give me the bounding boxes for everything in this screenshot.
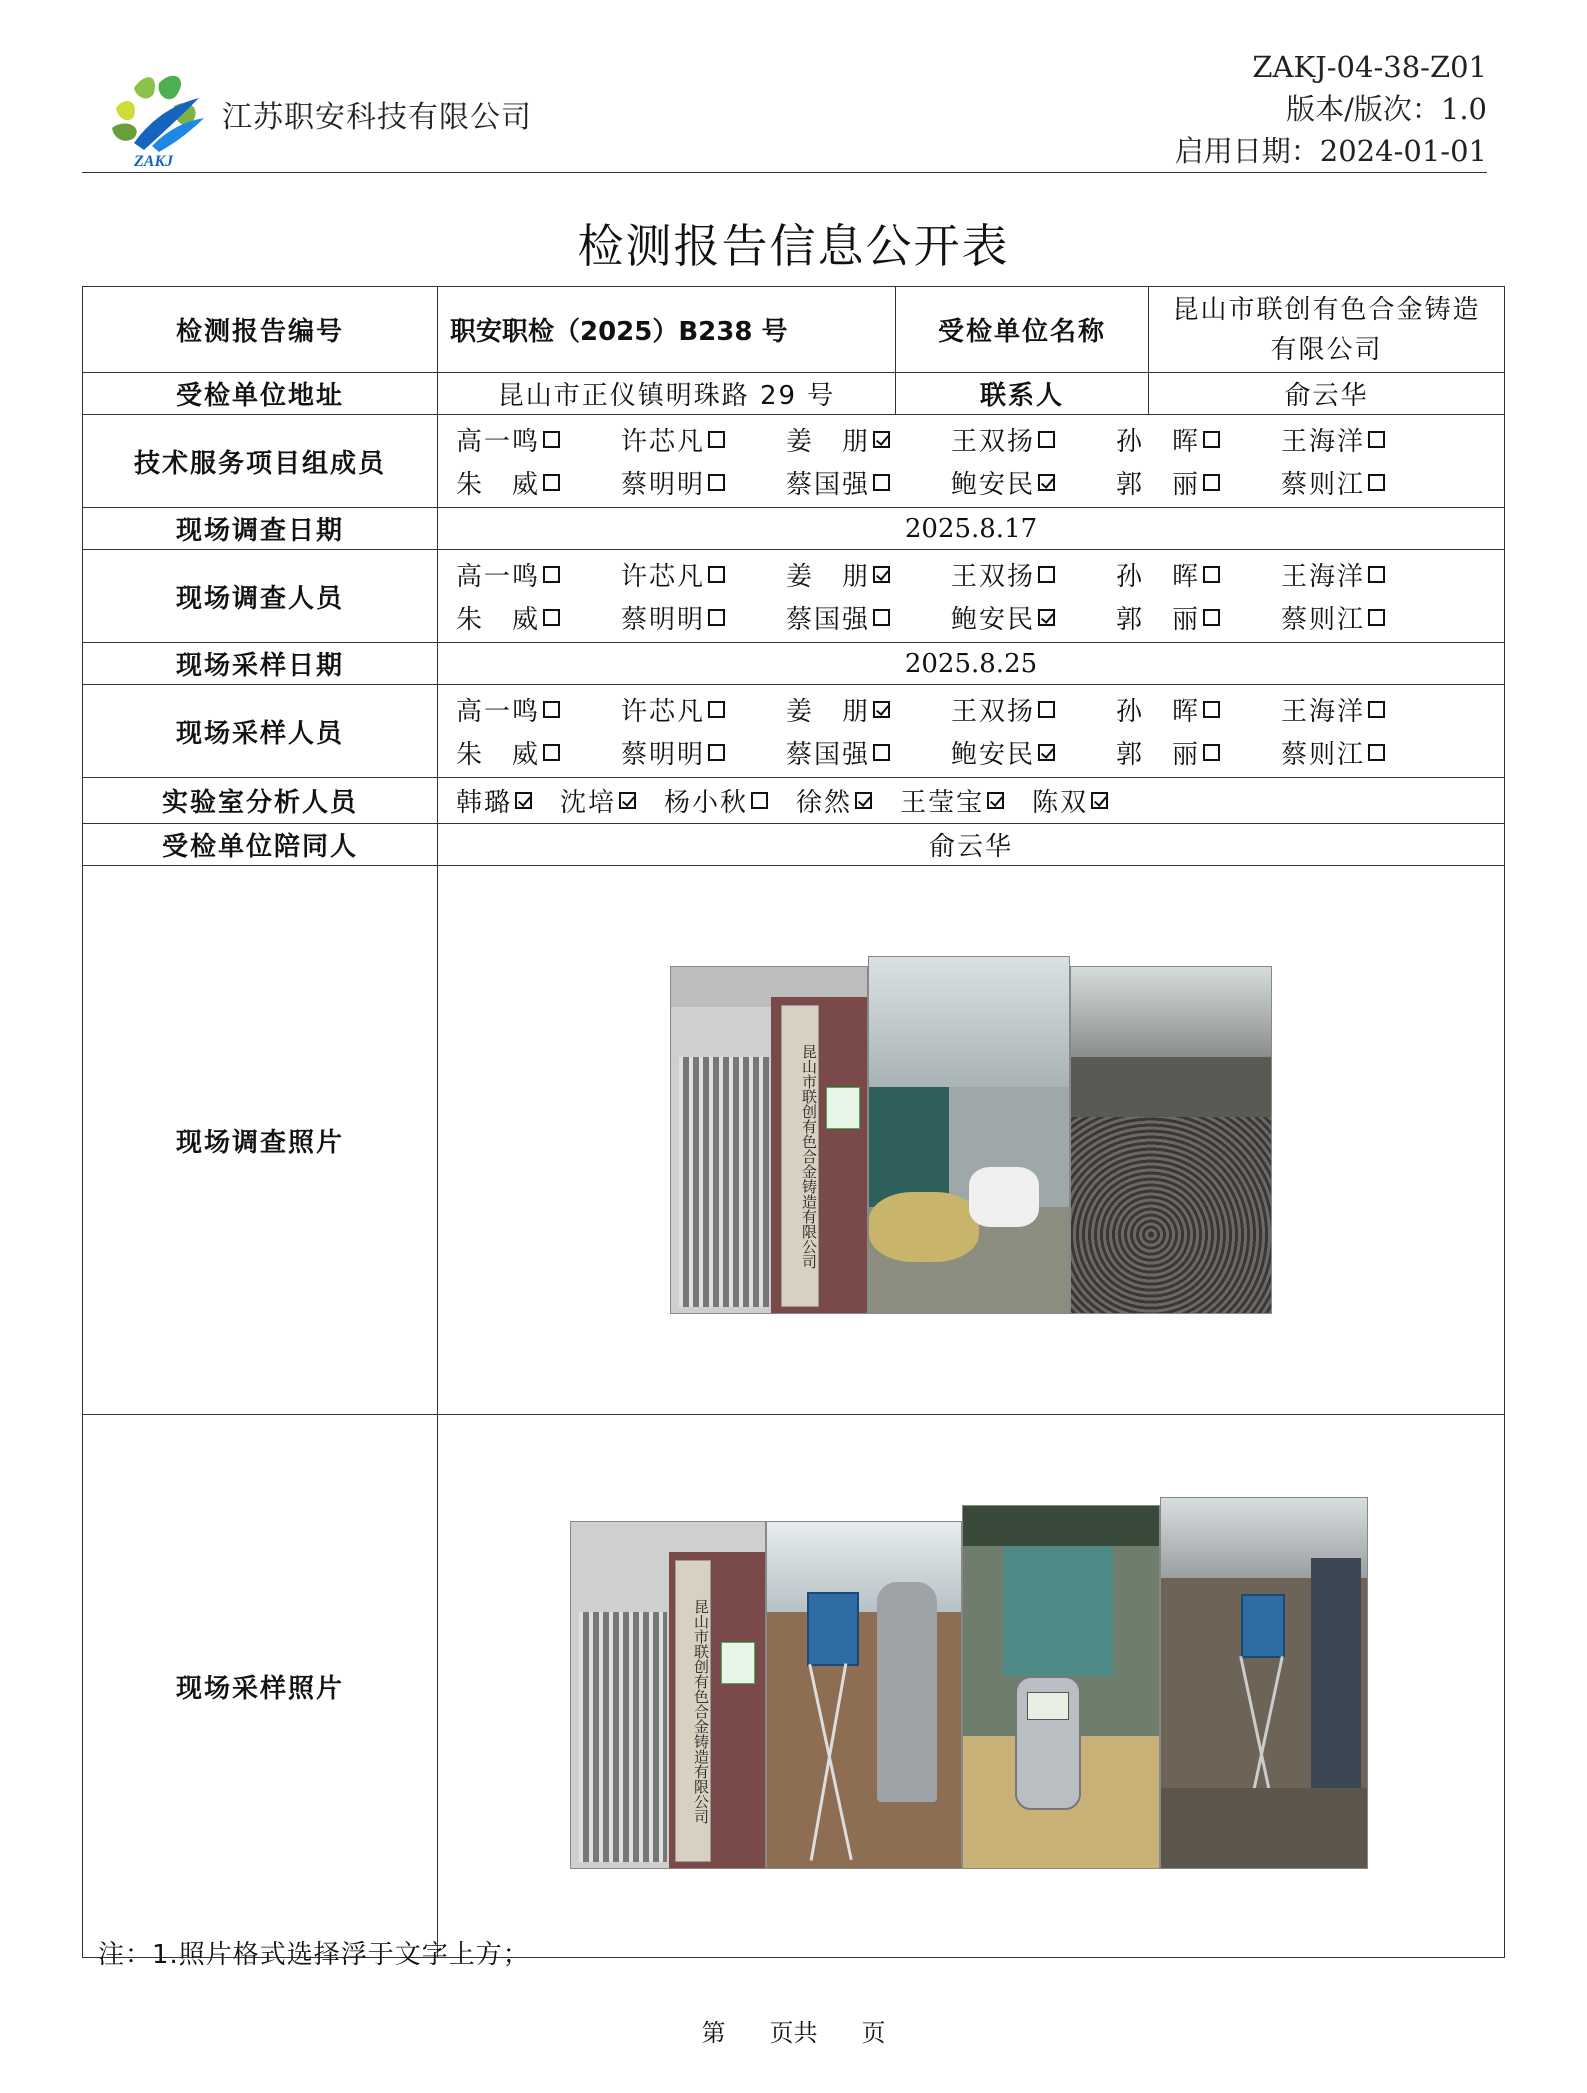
sample-photo-gate <box>570 1521 766 1869</box>
survey-date-label: 现场调查日期 <box>83 508 438 550</box>
unchecked-box-icon <box>1203 566 1220 583</box>
staff-member <box>951 556 1116 593</box>
survey-photo-label: 现场调查照片 <box>83 866 438 1415</box>
checked-box-icon <box>1038 609 1055 626</box>
staff-name: 郭 丽 <box>1116 470 1201 500</box>
staff-member <box>621 599 786 636</box>
unchecked-box-icon <box>708 701 725 718</box>
team-list <box>450 415 1492 507</box>
staff-name: 王双扬 <box>951 697 1036 727</box>
unchecked-box-icon <box>543 474 560 491</box>
unchecked-box-icon <box>1038 431 1055 448</box>
staff-member <box>456 464 621 501</box>
table-row <box>83 1415 1505 1958</box>
unchecked-box-icon <box>1368 701 1385 718</box>
staff-name: 鲍安民 <box>951 605 1036 635</box>
staff-member <box>1281 691 1446 728</box>
staff-name: 郭 丽 <box>1116 605 1201 635</box>
unchecked-box-icon <box>543 566 560 583</box>
staff-name: 蔡明明 <box>621 605 706 635</box>
staff-member <box>664 782 768 819</box>
gate-sign: 昆山市联创有色合金铸造有限公司 <box>675 1560 711 1862</box>
survey-photo-workshop-1 <box>868 956 1070 1314</box>
staff-member <box>1116 556 1281 593</box>
checked-box-icon <box>855 792 872 809</box>
unchecked-box-icon <box>708 609 725 626</box>
staff-member <box>786 734 951 771</box>
unchecked-box-icon <box>1368 566 1385 583</box>
staff-member <box>900 782 1004 819</box>
lab-list <box>450 778 1492 823</box>
staff-member <box>1116 464 1281 501</box>
checked-box-icon <box>1038 744 1055 761</box>
staff-name: 杨小秋 <box>664 788 749 818</box>
report-no-value: 职安职检（2025）B238 号 <box>438 287 896 373</box>
staff-name: 鲍安民 <box>951 740 1036 770</box>
staff-name: 孙 晖 <box>1116 697 1201 727</box>
company-name: 江苏职安科技有限公司 <box>222 100 532 135</box>
doc-meta <box>1175 46 1487 172</box>
unchecked-box-icon <box>1038 701 1055 718</box>
staff-name: 姜 朋 <box>786 562 871 592</box>
staff-name: 蔡则江 <box>1281 470 1366 500</box>
unchecked-box-icon <box>1203 701 1220 718</box>
staff-member <box>951 691 1116 728</box>
staff-name: 姜 朋 <box>786 427 871 457</box>
checked-box-icon <box>873 431 890 448</box>
team-list-cell <box>438 415 1505 508</box>
zakj-logo-icon <box>104 68 214 168</box>
table-row <box>83 685 1505 778</box>
page-title: 检测报告信息公开表 <box>577 219 1010 273</box>
unchecked-box-icon <box>1203 474 1220 491</box>
sample-photo-label: 现场采样照片 <box>83 1415 438 1958</box>
staff-member <box>1281 599 1446 636</box>
staff-member <box>786 556 951 593</box>
survey-staff-cell <box>438 550 1505 643</box>
table-row <box>83 643 1505 685</box>
survey-photos <box>438 866 1504 1414</box>
staff-member <box>456 556 621 593</box>
doc-version: 版本/版次：1.0 <box>1286 92 1487 126</box>
staff-name: 姜 朋 <box>786 697 871 727</box>
unchecked-box-icon <box>1368 474 1385 491</box>
staff-member <box>1032 782 1108 819</box>
staff-name: 许芯凡 <box>621 697 706 727</box>
unchecked-box-icon <box>543 744 560 761</box>
unchecked-box-icon <box>1203 609 1220 626</box>
survey-date-value: 2025.8.17 <box>438 508 1505 550</box>
staff-name: 王海洋 <box>1281 697 1366 727</box>
staff-member <box>786 691 951 728</box>
page-footer <box>0 2013 1587 2048</box>
staff-member <box>621 734 786 771</box>
staff-name: 王海洋 <box>1281 562 1366 592</box>
staff-name: 高一鸣 <box>456 427 541 457</box>
table-row <box>83 824 1505 866</box>
staff-member <box>951 421 1116 458</box>
lab-label: 实验室分析人员 <box>83 778 438 824</box>
unchecked-box-icon <box>873 744 890 761</box>
photo-note: 注：1.照片格式选择浮于文字上方； <box>98 1940 530 1970</box>
escort-label: 受检单位陪同人 <box>83 824 438 866</box>
unchecked-box-icon <box>1038 566 1055 583</box>
unit-name-value: 昆山市联创有色合金铸造有限公司 <box>1149 287 1505 373</box>
staff-name: 蔡明明 <box>621 470 706 500</box>
unit-name-label: 受检单位名称 <box>896 287 1149 373</box>
lab-cell <box>438 778 1505 824</box>
unchecked-box-icon <box>751 792 768 809</box>
sample-staff-label: 现场采样人员 <box>83 685 438 778</box>
staff-name: 王莹宝 <box>900 788 985 818</box>
staff-name: 蔡国强 <box>786 470 871 500</box>
unchecked-box-icon <box>708 566 725 583</box>
staff-member <box>1281 556 1446 593</box>
unchecked-box-icon <box>1368 744 1385 761</box>
staff-name: 朱 威 <box>456 470 541 500</box>
contact-label: 联系人 <box>896 373 1149 415</box>
staff-name: 孙 晖 <box>1116 562 1201 592</box>
staff-member <box>1116 734 1281 771</box>
checked-box-icon <box>873 701 890 718</box>
table-row <box>83 373 1505 415</box>
staff-member <box>456 691 621 728</box>
staff-member <box>456 734 621 771</box>
survey-photo-workshop-2 <box>1070 966 1272 1314</box>
staff-name: 孙 晖 <box>1116 427 1201 457</box>
staff-name: 蔡则江 <box>1281 605 1366 635</box>
escort-value: 俞云华 <box>438 824 1505 866</box>
address-value: 昆山市正仪镇明珠路 29 号 <box>438 373 896 415</box>
staff-name: 高一鸣 <box>456 697 541 727</box>
staff-name: 鲍安民 <box>951 470 1036 500</box>
sample-date-value: 2025.8.25 <box>438 643 1505 685</box>
staff-member <box>621 464 786 501</box>
sample-photo-meter <box>962 1505 1160 1869</box>
unchecked-box-icon <box>543 431 560 448</box>
staff-member <box>1281 734 1446 771</box>
unchecked-box-icon <box>708 474 725 491</box>
team-label: 技术服务项目组成员 <box>83 415 438 508</box>
unchecked-box-icon <box>1368 609 1385 626</box>
staff-name: 沈培 <box>560 788 617 818</box>
staff-name: 蔡国强 <box>786 605 871 635</box>
survey-photo-gate <box>670 966 868 1314</box>
staff-name: 蔡国强 <box>786 740 871 770</box>
checked-box-icon <box>987 792 1004 809</box>
unchecked-box-icon <box>1368 431 1385 448</box>
survey-staff-label: 现场调查人员 <box>83 550 438 643</box>
staff-member <box>951 599 1116 636</box>
staff-member <box>456 421 621 458</box>
page-header <box>82 40 1487 173</box>
staff-member <box>621 691 786 728</box>
staff-name: 高一鸣 <box>456 562 541 592</box>
checked-box-icon <box>873 566 890 583</box>
unchecked-box-icon <box>1203 744 1220 761</box>
staff-name: 陈双 <box>1032 788 1089 818</box>
unchecked-box-icon <box>1203 431 1220 448</box>
gate-sign: 昆山市联创有色合金铸造有限公司 <box>781 1005 819 1307</box>
unchecked-box-icon <box>708 431 725 448</box>
sampler-device-icon <box>807 1592 859 1666</box>
staff-name: 郭 丽 <box>1116 740 1201 770</box>
checked-box-icon <box>515 792 532 809</box>
staff-name: 韩璐 <box>456 788 513 818</box>
table-row <box>83 778 1505 824</box>
sample-photo-sampler-2 <box>1160 1497 1368 1869</box>
staff-member <box>621 556 786 593</box>
survey-staff-list <box>450 550 1492 642</box>
staff-member <box>1116 691 1281 728</box>
sampler-device-icon <box>1241 1594 1285 1658</box>
checked-box-icon <box>1038 474 1055 491</box>
unchecked-box-icon <box>873 609 890 626</box>
staff-name: 朱 威 <box>456 740 541 770</box>
table-row <box>83 550 1505 643</box>
sample-date-label: 现场采样日期 <box>83 643 438 685</box>
table-row <box>83 415 1505 508</box>
unchecked-box-icon <box>708 744 725 761</box>
staff-name: 蔡明明 <box>621 740 706 770</box>
staff-member <box>456 782 532 819</box>
staff-name: 朱 威 <box>456 605 541 635</box>
staff-member <box>951 734 1116 771</box>
sample-photo-sampler-1 <box>766 1521 962 1869</box>
staff-member <box>786 421 951 458</box>
staff-name: 徐然 <box>796 788 853 818</box>
staff-member <box>560 782 636 819</box>
staff-member <box>796 782 872 819</box>
sample-staff-cell <box>438 685 1505 778</box>
sample-photos <box>438 1415 1504 1957</box>
staff-member <box>456 599 621 636</box>
checked-box-icon <box>1091 792 1108 809</box>
table-row <box>83 866 1505 1415</box>
staff-member <box>786 464 951 501</box>
staff-member <box>1281 464 1446 501</box>
doc-code: ZAKJ-04-38-Z01 <box>1252 50 1487 84</box>
checked-box-icon <box>619 792 636 809</box>
survey-photo-cell <box>438 866 1505 1415</box>
contact-value: 俞云华 <box>1149 373 1505 415</box>
sound-meter-icon <box>1015 1676 1081 1810</box>
unchecked-box-icon <box>873 474 890 491</box>
footer-page: 第 <box>701 2019 726 2047</box>
sample-photo-cell <box>438 1415 1505 1958</box>
staff-name: 王双扬 <box>951 562 1036 592</box>
footer-of: 页共 <box>769 2019 818 2047</box>
sample-staff-list <box>450 685 1492 777</box>
staff-member <box>786 599 951 636</box>
staff-member <box>1116 599 1281 636</box>
unchecked-box-icon <box>543 609 560 626</box>
staff-member <box>951 464 1116 501</box>
address-label: 受检单位地址 <box>83 373 438 415</box>
table-row <box>83 508 1505 550</box>
staff-name: 王双扬 <box>951 427 1036 457</box>
table-row <box>83 287 1505 373</box>
staff-member <box>621 421 786 458</box>
doc-start-date: 启用日期：2024-01-01 <box>1174 134 1487 168</box>
staff-member <box>1116 421 1281 458</box>
staff-member <box>1281 421 1446 458</box>
staff-name: 许芯凡 <box>621 427 706 457</box>
staff-name: 王海洋 <box>1281 427 1366 457</box>
unchecked-box-icon <box>543 701 560 718</box>
report-no-label: 检测报告编号 <box>83 287 438 373</box>
staff-name: 蔡则江 <box>1281 740 1366 770</box>
svg-text:ZAKJ: ZAKJ <box>134 153 174 168</box>
staff-name: 许芯凡 <box>621 562 706 592</box>
footer-end: 页 <box>861 2019 886 2047</box>
report-info-table <box>82 286 1505 1958</box>
